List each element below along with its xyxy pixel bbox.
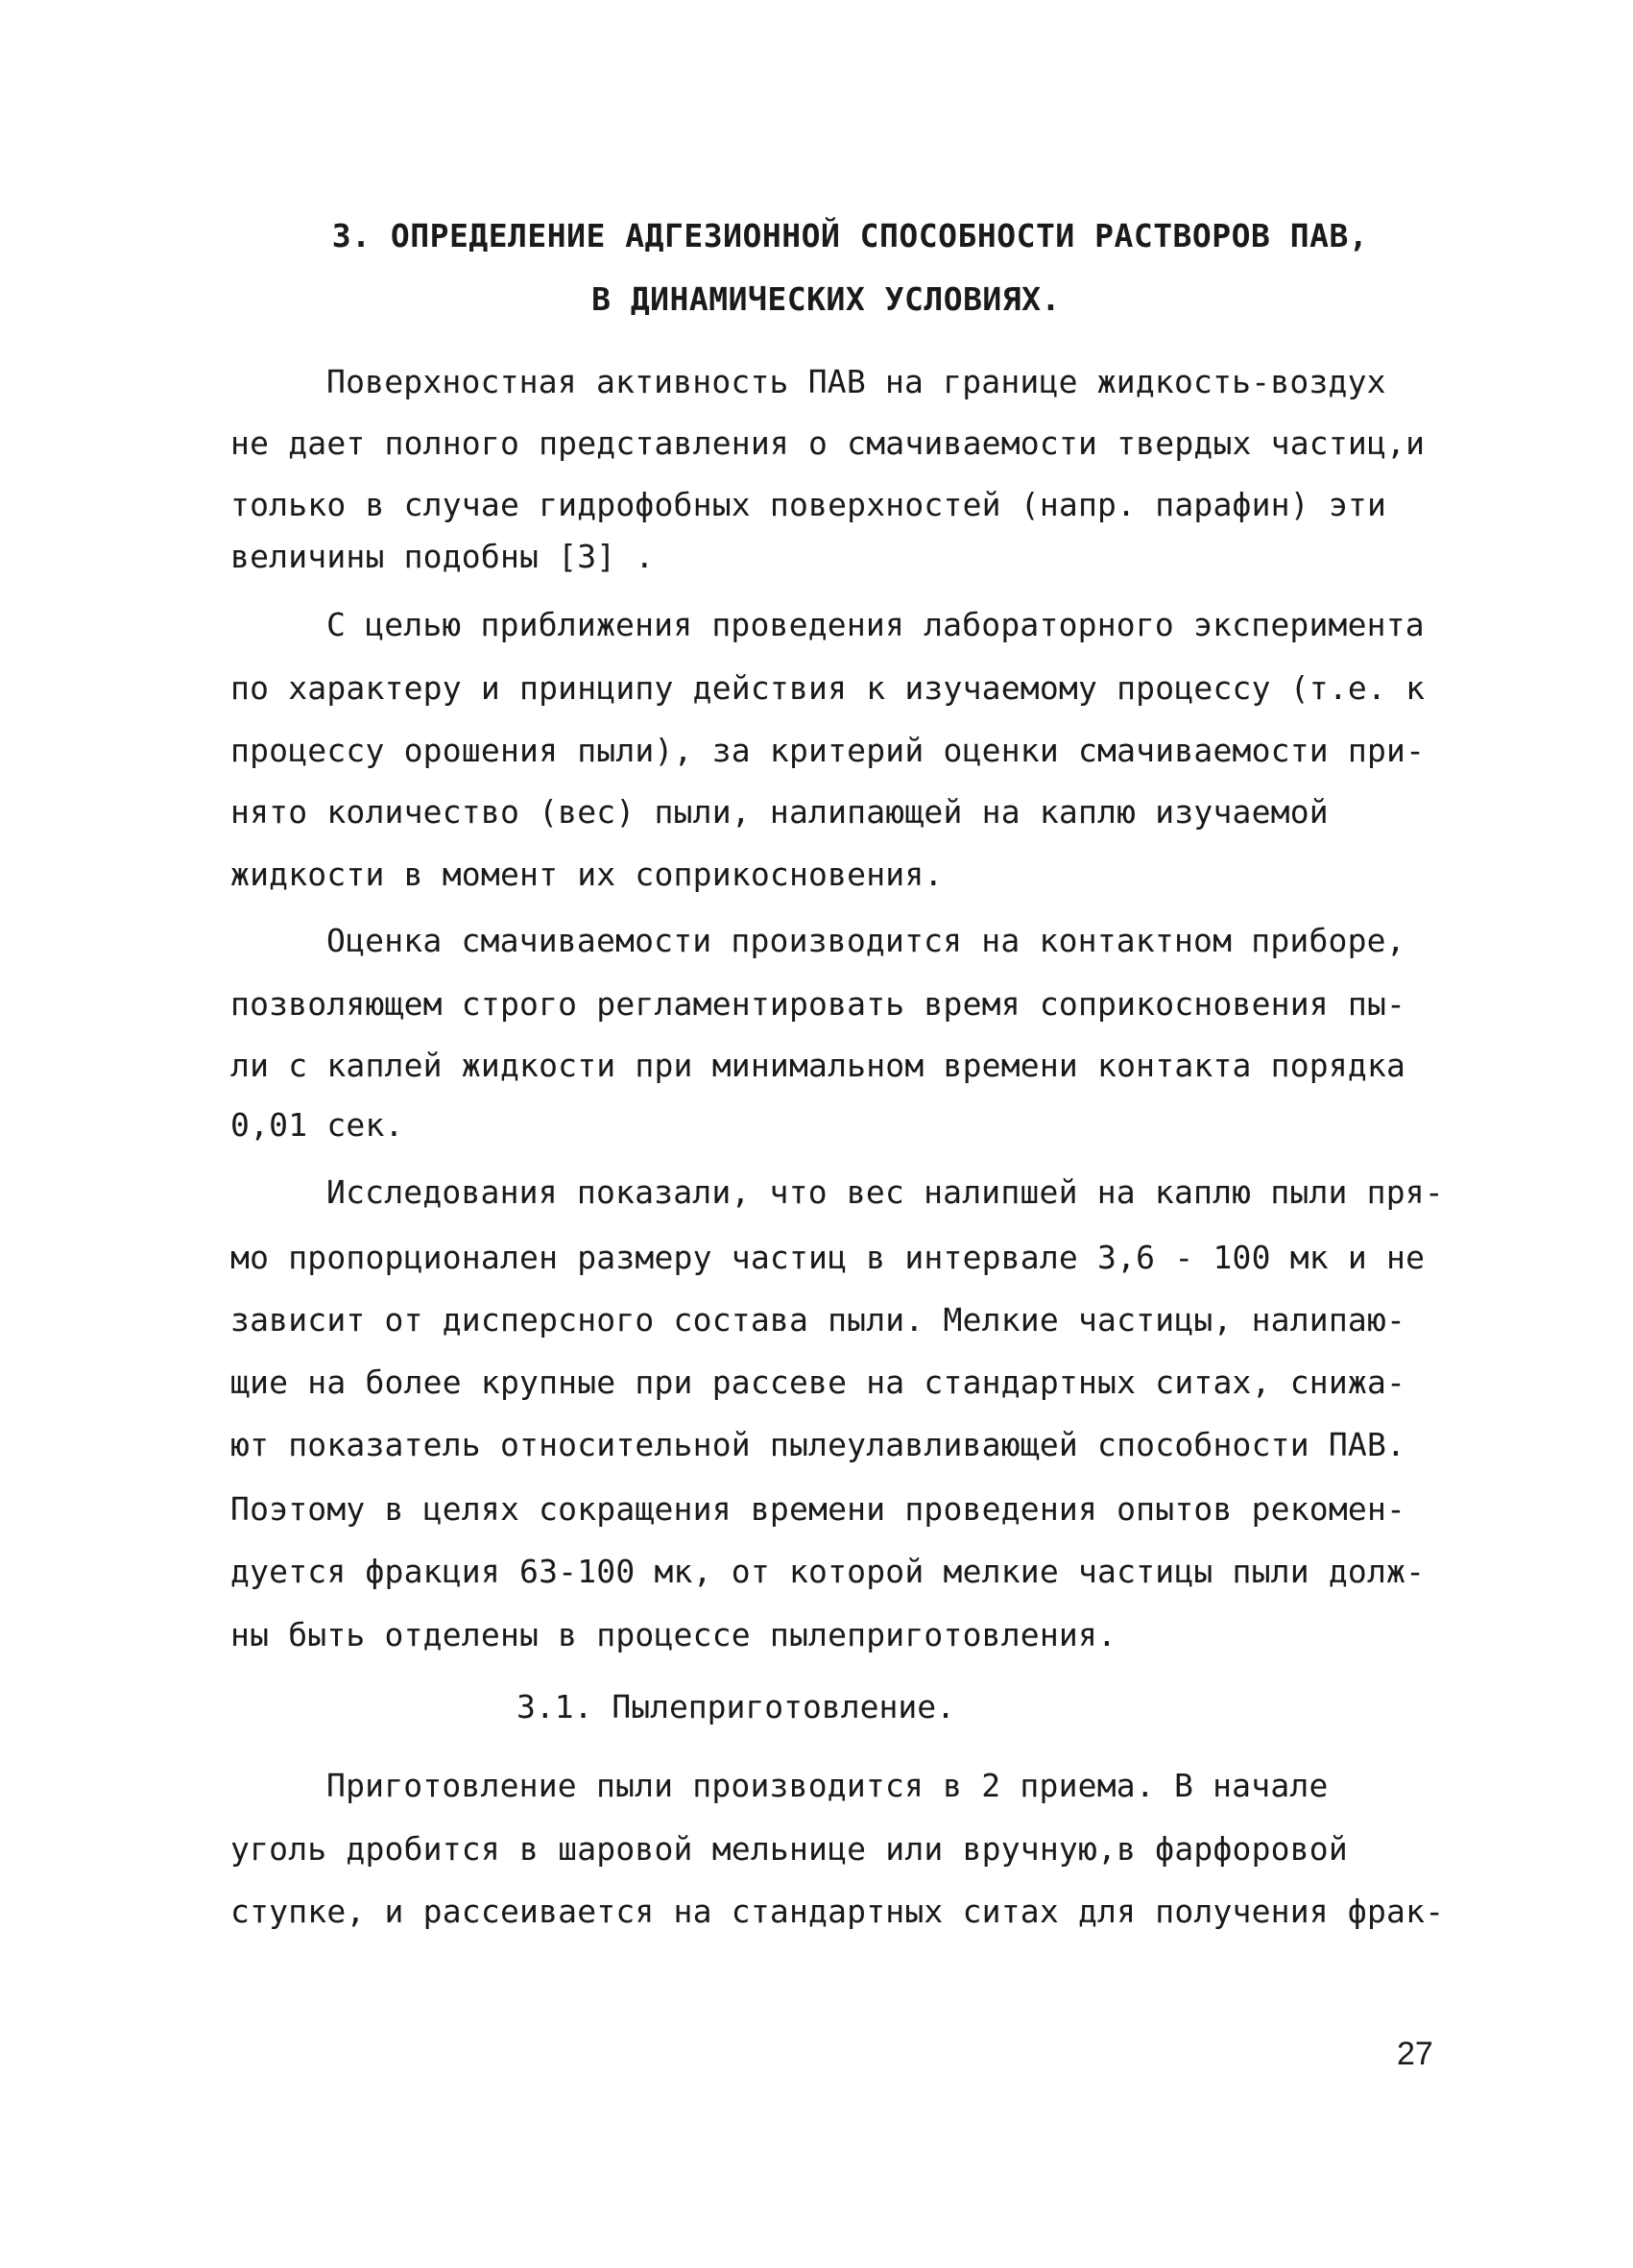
section-title-line-1: 3. ОПРЕДЕЛЕНИЕ АДГЕЗИОННОЙ СПОСОБНОСТИ РАСТВОРОВ ПАВ, <box>331 217 1369 254</box>
paragraph-line: Поэтому в целях сокращения времени проведения опытов рекомен- <box>230 1490 1406 1528</box>
paragraph-line: мо пропорционален размеру частиц в интервале 3,6 - 100 мк и не <box>230 1239 1426 1276</box>
paragraph-line: Исследования показали, что вес налипшей на каплю пыли пря- <box>326 1173 1444 1211</box>
paragraph-line: ют показатель относительной пылеулавливающей способности ПАВ. <box>230 1426 1406 1463</box>
paragraph-line: щие на более крупные при рассеве на стандартных ситах, снижа- <box>230 1363 1406 1401</box>
paragraph-line: Поверхностная активность ПАВ на границе жидкость-воздух <box>326 363 1386 400</box>
section-title-line-2: В ДИНАМИЧЕСКИХ УСЛОВИЯХ. <box>591 280 1061 318</box>
paragraph-line: позволяющем строго регламентировать время соприкосновения пы- <box>230 985 1406 1023</box>
paragraph-line: ступке, и рассеивается на стандартных ситах для получения фрак- <box>230 1893 1445 1930</box>
paragraph-line: ны быть отделены в процессе пылеприготовления. <box>230 1616 1117 1653</box>
paragraph-line: только в случае гидрофобных поверхностей (напр. парафин) эти <box>230 486 1387 523</box>
paragraph-line: уголь дробится в шаровой мельнице или вручную,в фарфоровой <box>230 1830 1348 1868</box>
paragraph-line: зависит от дисперсного состава пыли. Мелкие частицы, налипаю- <box>230 1301 1406 1339</box>
paragraph-line: 0,01 сек. <box>230 1106 404 1144</box>
paragraph-line: процессу орошения пыли), за критерий оценки смачиваемости при- <box>230 732 1426 769</box>
paragraph-line: дуется фракция 63-100 мк, от которой мелкие частицы пыли долж- <box>230 1553 1426 1590</box>
paragraph-line: С целью приближения проведения лабораторного эксперимента <box>326 606 1425 643</box>
paragraph-line: жидкости в момент их соприкосновения. <box>230 856 944 893</box>
paragraph-line: величины подобны [3] . <box>230 538 655 575</box>
paragraph-line: не дает полного представления о смачиваемости твердых частиц,и <box>230 424 1426 462</box>
paragraph-line: по характеру и принципу действия к изучаемому процессу (т.е. к <box>230 669 1426 707</box>
subsection-title: 3.1. Пылеприготовление. <box>516 1688 955 1725</box>
paragraph-line: Оценка смачиваемости производится на контактном приборе, <box>326 922 1405 959</box>
page-number: 27 <box>1397 2036 1433 2072</box>
paragraph-line: нято количество (вес) пыли, налипающей на каплю изучаемой <box>230 793 1329 831</box>
paragraph-line: ли с каплей жидкости при минимальном времени контакта порядка <box>230 1047 1406 1084</box>
paragraph-line: Приготовление пыли производится в 2 приема. В начале <box>326 1767 1329 1804</box>
